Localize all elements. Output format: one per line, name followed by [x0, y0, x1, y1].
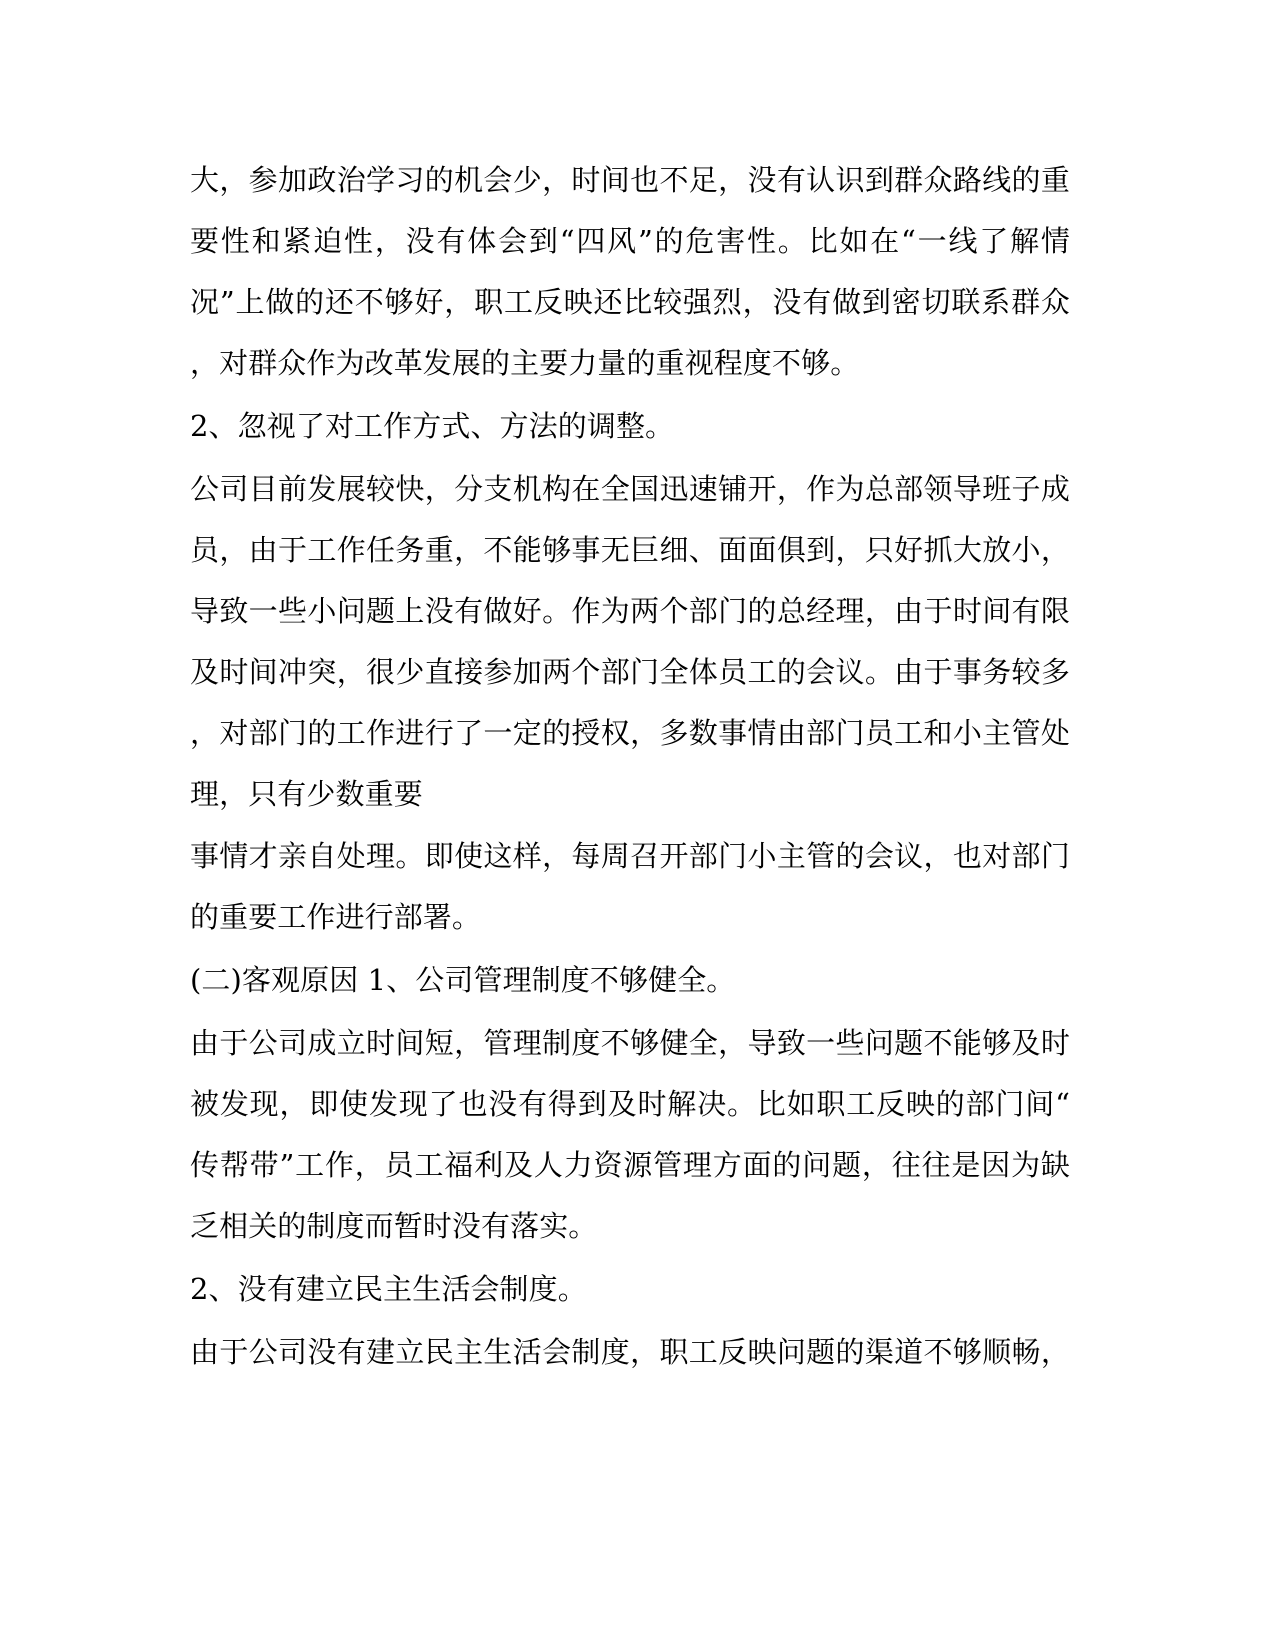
text-line-17: 传帮带”工作，员工福利及人力资源管理方面的问题，往往是因为缺 — [190, 1148, 1070, 1182]
text-line-20: 由于公司没有建立民主生活会制度，职工反映问题的渠道不够顺畅， — [190, 1335, 1070, 1369]
section-heading-ignore-methods: 2、忽视了对工作方式、方法的调整。 — [190, 409, 675, 443]
text-line-6: 公司目前发展较快，分支机构在全国迅速铺开，作为总部领导班子成 — [190, 472, 1070, 506]
text-line-8: 导致一些小问题上没有做好。作为两个部门的总经理，由于时间有限 — [190, 594, 1070, 628]
section-heading-democratic-life: 2、没有建立民主生活会制度。 — [190, 1272, 587, 1306]
section-heading-objective-reasons: (二)客观原因 1、公司管理制度不够健全。 — [190, 963, 736, 997]
text-line-2: 要性和紧迫性，没有体会到“四风”的危害性。比如在“一线了解情 — [190, 224, 1070, 258]
text-line-3: 况”上做的还不够好，职工反映还比较强烈，没有做到密切联系群众 — [190, 285, 1070, 319]
text-line-4: ，对群众作为改革发展的主要力量的重视程度不够。 — [190, 346, 860, 380]
text-line-7: 员，由于工作任务重，不能够事无巨细、面面俱到，只好抓大放小， — [190, 533, 1070, 567]
text-line-12: 事情才亲自处理。即使这样，每周召开部门小主管的会议，也对部门 — [190, 839, 1070, 873]
text-line-16: 被发现，即使发现了也没有得到及时解决。比如职工反映的部门间“ — [190, 1087, 1070, 1121]
text-line-9: 及时间冲突，很少直接参加两个部门全体员工的会议。由于事务较多 — [190, 655, 1070, 689]
text-line-13: 的重要工作进行部署。 — [190, 900, 482, 934]
text-line-11: 理，只有少数重要 — [190, 777, 423, 811]
text-line-15: 由于公司成立时间短，管理制度不够健全，导致一些问题不能够及时 — [190, 1026, 1070, 1060]
text-line-1: 大，参加政治学习的机会少，时间也不足，没有认识到群众路线的重 — [190, 163, 1070, 197]
text-line-10: ，对部门的工作进行了一定的授权，多数事情由部门员工和小主管处 — [190, 716, 1070, 750]
text-line-18: 乏相关的制度而暂时没有落实。 — [190, 1209, 598, 1243]
